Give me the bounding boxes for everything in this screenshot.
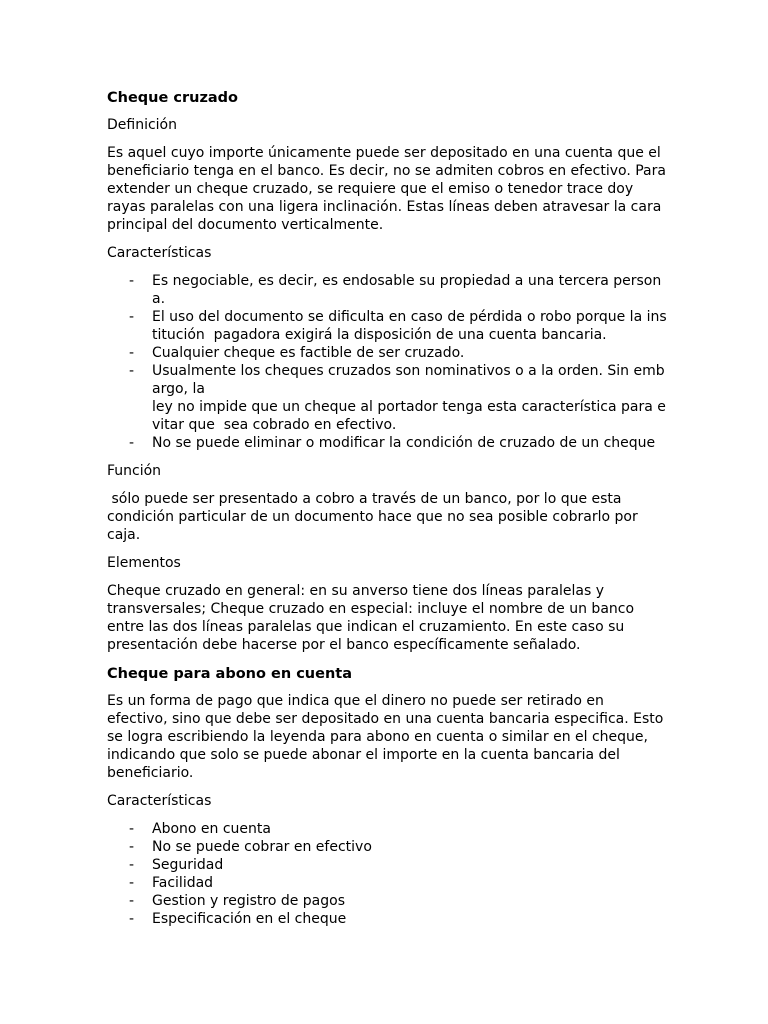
bullet-dash: - <box>129 435 135 451</box>
elements-label: Elementos <box>107 555 181 571</box>
bullet-dash: - <box>129 309 135 325</box>
bullet-dash: - <box>129 363 135 379</box>
list-item-text: Cualquier cheque es factible de ser cruzado. <box>152 345 465 361</box>
characteristics-list <box>107 272 667 452</box>
list-item <box>107 344 667 362</box>
bullet-dash: - <box>129 857 135 873</box>
bullet-dash: - <box>129 345 135 361</box>
list-item <box>107 362 667 434</box>
list-item-text: Seguridad <box>152 857 224 873</box>
list-item-text: Facilidad <box>152 875 214 891</box>
list-item-text: No se puede cobrar en efectivo <box>152 839 372 855</box>
definition-paragraph: Es aquel cuyo importe únicamente puede ser depositado en una cuenta que el beneficiario tenga en el banco. Es decir, no se admiten cobros en efectivo. Para extender un cheque cruzado, se requiere que el emiso o tenedor trace doy rayas paralelas con una ligera inclinación. Estas líneas deben atravesar la cara principal del documento verticalmente. <box>107 145 671 233</box>
bullet-dash: - <box>129 875 135 891</box>
list-item <box>107 892 667 910</box>
bullet-dash: - <box>129 273 135 289</box>
list-item <box>107 838 667 856</box>
list-item-text: Gestion y registro de pagos <box>152 893 346 909</box>
list-item-text: Usualmente los cheques cruzados son nominativos o a la orden. Sin emb argo, la ley no impide que un cheque al portador tenga esta característica para e vitar que sea cobrado en efectivo. <box>152 363 666 433</box>
list-item-text: Abono en cuenta <box>152 821 271 837</box>
bullet-dash: - <box>129 839 135 855</box>
abono-characteristics-label: Características <box>107 793 212 809</box>
list-item <box>107 856 667 874</box>
function-paragraph: sólo puede ser presentado a cobro a través de un banco, por lo que esta condición particular de un documento hace que no sea posible cobrarlo por caja. <box>107 491 643 543</box>
bullet-dash: - <box>129 911 135 927</box>
section-title-cheque-cruzado: Cheque cruzado <box>107 90 239 106</box>
list-item <box>107 272 667 308</box>
document-page <box>107 88 671 938</box>
list-item-text: No se puede eliminar o modificar la condición de cruzado de un cheque <box>152 435 656 451</box>
list-item <box>107 820 667 838</box>
list-item-text: Especificación en el cheque <box>152 911 347 927</box>
abono-intro-paragraph: Es un forma de pago que indica que el dinero no puede ser retirado en efectivo, sino que debe ser depositado en una cuenta bancaria especifica. Esto se logra escribiendo la leyenda para abono en cuenta o similar en el cheque, indicando que solo se puede abonar el importe en la cuenta bancaria del beneficiario. <box>107 693 668 781</box>
abono-characteristics-list <box>107 820 667 928</box>
list-item <box>107 434 667 452</box>
elements-paragraph: Cheque cruzado en general: en su anverso tiene dos líneas paralelas y transversales; Cheque cruzado en especial: incluye el nombre de un banco entre las dos líneas paralelas que indican el cruzamiento. En este caso su presentación debe hacerse por el banco específicamente señalado. <box>107 583 639 653</box>
bullet-dash: - <box>129 821 135 837</box>
bullet-dash: - <box>129 893 135 909</box>
characteristics-label: Características <box>107 245 212 261</box>
list-item <box>107 910 667 928</box>
definition-label: Definición <box>107 117 177 133</box>
list-item <box>107 874 667 892</box>
list-item-text: El uso del documento se dificulta en caso de pérdida o robo porque la ins titución pagadora exigirá la disposición de una cuenta bancaria. <box>152 309 667 343</box>
list-item <box>107 308 667 344</box>
list-item-text: Es negociable, es decir, es endosable su propiedad a una tercera person a. <box>152 273 662 307</box>
function-label: Función <box>107 463 162 479</box>
section-title-cheque-abono-en-cuenta: Cheque para abono en cuenta <box>107 666 352 682</box>
